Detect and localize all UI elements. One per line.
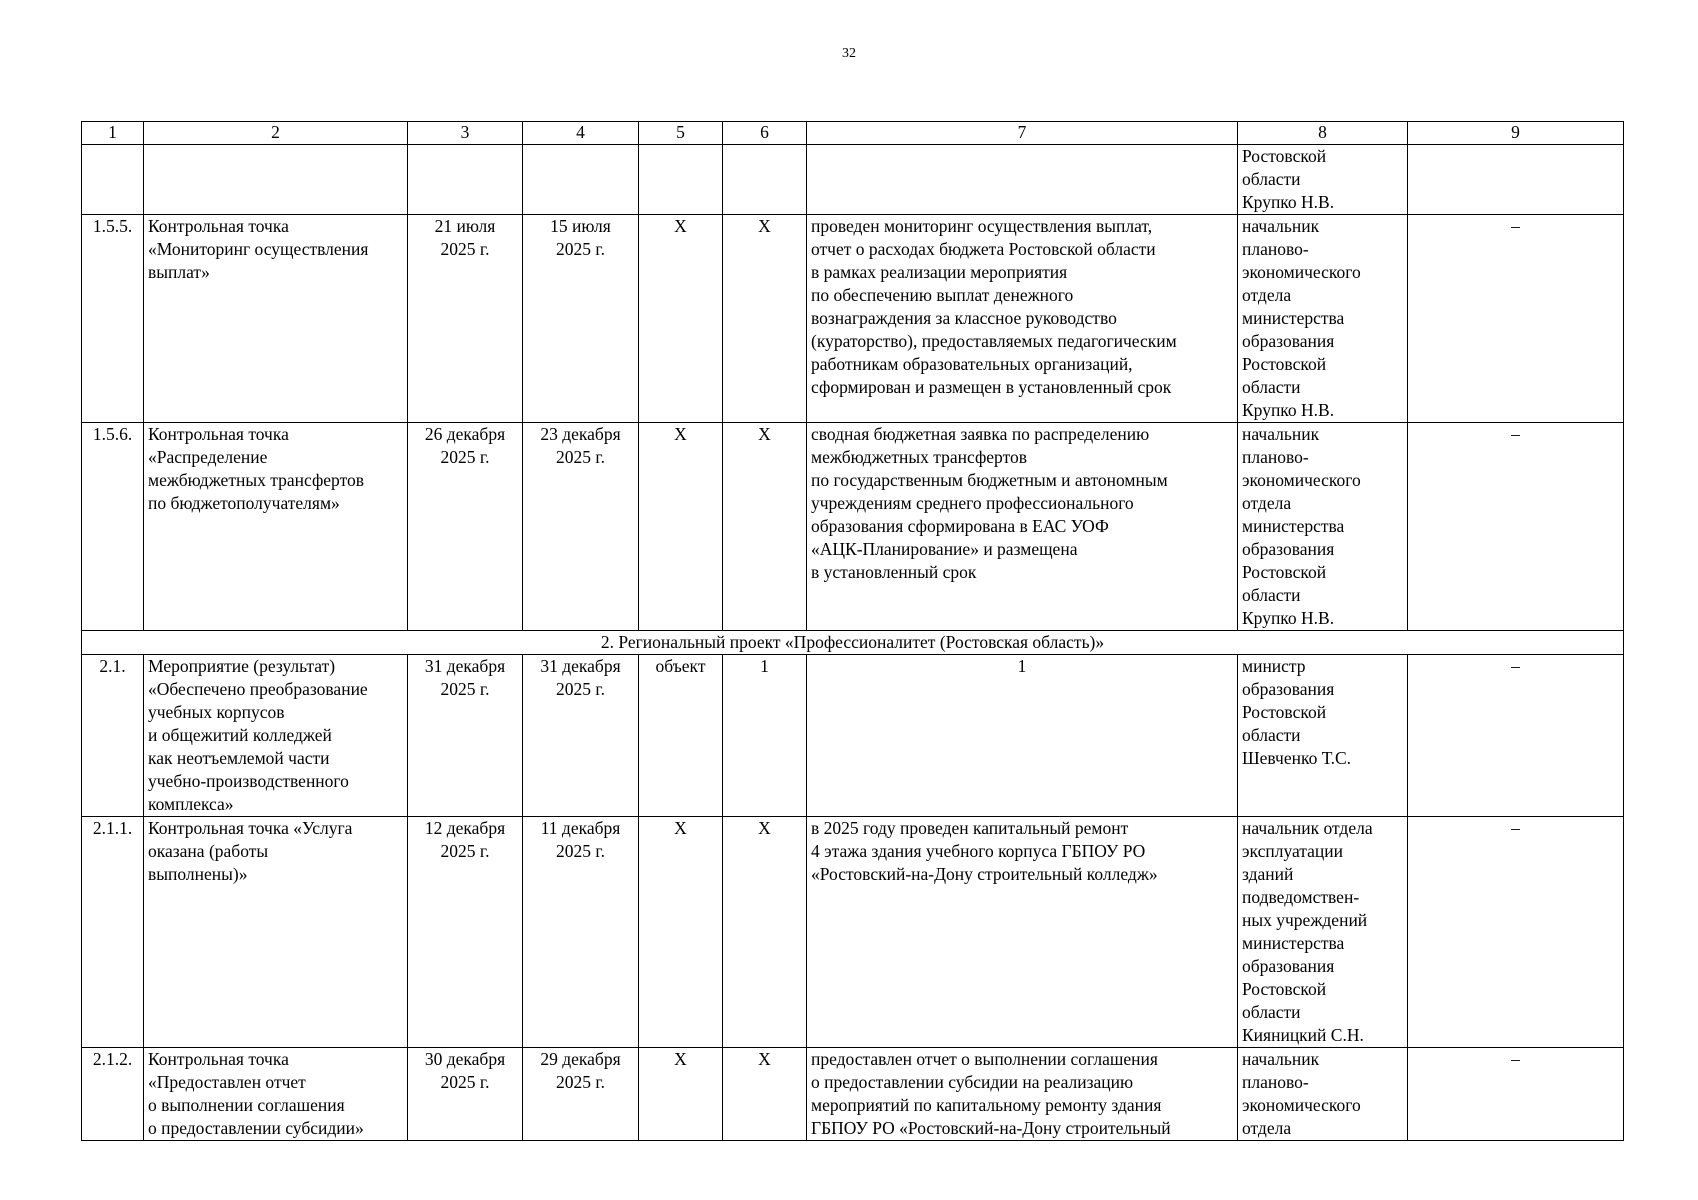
row-unit: Х: [639, 1048, 723, 1141]
report-table: [81, 121, 1624, 1141]
row-name: Контрольная точка «Предоставлен отчет о выполнении соглашения о предоставлении субсидии»: [144, 1048, 408, 1141]
row-number: 1.5.6.: [82, 423, 144, 631]
row-result: в 2025 году проведен капитальный ремонт 4 этажа здания учебного корпуса ГБПОУ РО «Ростовский-на-Дону строительный колледж»: [807, 817, 1238, 1048]
column-header: 8: [1238, 122, 1408, 145]
column-header: 9: [1408, 122, 1624, 145]
row-responsible: начальник отдела эксплуатации зданий подведомствен- ных учреждений министерства образования Ростовской области Кияницкий С.Н.: [1238, 817, 1408, 1048]
section-title: 2. Региональный проект «Профессионалитет (Ростовская область)»: [82, 631, 1624, 655]
row-name: Контрольная точка «Мониторинг осуществления выплат»: [144, 215, 408, 423]
row-value: Х: [723, 423, 807, 631]
row-unit: [639, 145, 723, 215]
table-row: [82, 655, 1624, 817]
row-note: [1408, 145, 1624, 215]
column-header: 7: [807, 122, 1238, 145]
row-result: проведен мониторинг осуществления выплат, отчет о расходах бюджета Ростовской области в рамках реализации мероприятия по обеспечению выплат денежного вознаграждения за классное руководство (кураторство), предоставляемых педагогическим работникам образовательных организаций, сформирован и размещен в установленный срок: [807, 215, 1238, 423]
section-row: [82, 631, 1624, 655]
row-unit: объект: [639, 655, 723, 817]
row-unit: Х: [639, 423, 723, 631]
row-value: Х: [723, 1048, 807, 1141]
table-row: [82, 423, 1624, 631]
row-fact-date: 15 июля 2025 г.: [523, 215, 639, 423]
row-result: [807, 145, 1238, 215]
row-unit: Х: [639, 215, 723, 423]
row-fact-date: 23 декабря 2025 г.: [523, 423, 639, 631]
column-header: 1: [82, 122, 144, 145]
row-name: Мероприятие (результат) «Обеспечено преобразование учебных корпусов и общежитий колледжей как неотъемлемой части учебно-производственного комплекса»: [144, 655, 408, 817]
row-plan-date: 26 декабря 2025 г.: [408, 423, 523, 631]
row-responsible: начальник планово- экономического отдела: [1238, 1048, 1408, 1141]
column-header: 2: [144, 122, 408, 145]
column-header: 4: [523, 122, 639, 145]
row-plan-date: [408, 145, 523, 215]
row-responsible: Ростовской области Крупко Н.В.: [1238, 145, 1408, 215]
row-result: сводная бюджетная заявка по распределению межбюджетных трансфертов по государственным бюджетным и автономным учреждениям среднего профессионального образования сформирована в ЕАС УОФ «АЦК-Планирование» и размещена в установленный срок: [807, 423, 1238, 631]
row-number: 2.1.2.: [82, 1048, 144, 1141]
row-note: –: [1408, 215, 1624, 423]
row-responsible: начальник планово- экономического отдела министерства образования Ростовской области Крупко Н.В.: [1238, 215, 1408, 423]
row-number: 2.1.1.: [82, 817, 144, 1048]
row-fact-date: 11 декабря 2025 г.: [523, 817, 639, 1048]
table-row: [82, 1048, 1624, 1141]
column-header: 5: [639, 122, 723, 145]
row-unit: Х: [639, 817, 723, 1048]
row-fact-date: 29 декабря 2025 г.: [523, 1048, 639, 1141]
row-plan-date: 30 декабря 2025 г.: [408, 1048, 523, 1141]
row-plan-date: 12 декабря 2025 г.: [408, 817, 523, 1048]
row-note: –: [1408, 423, 1624, 631]
table-header-row: [82, 122, 1624, 145]
row-plan-date: 21 июля 2025 г.: [408, 215, 523, 423]
row-value: Х: [723, 215, 807, 423]
table-row: [82, 145, 1624, 215]
row-responsible: начальник планово- экономического отдела министерства образования Ростовской области Крупко Н.В.: [1238, 423, 1408, 631]
row-result: предоставлен отчет о выполнении соглашения о предоставлении субсидии на реализацию мероприятий по капитальному ремонту здания ГБПОУ РО «Ростовский-на-Дону строительный: [807, 1048, 1238, 1141]
table-row: [82, 817, 1624, 1048]
row-number: 2.1.: [82, 655, 144, 817]
row-note: –: [1408, 655, 1624, 817]
row-number: [82, 145, 144, 215]
row-value: Х: [723, 817, 807, 1048]
row-note: –: [1408, 1048, 1624, 1141]
row-responsible: министр образования Ростовской области Шевченко Т.С.: [1238, 655, 1408, 817]
row-number: 1.5.5.: [82, 215, 144, 423]
page-number: 32: [842, 46, 856, 61]
row-name: Контрольная точка «Услуга оказана (работы выполнены)»: [144, 817, 408, 1048]
column-header: 3: [408, 122, 523, 145]
row-fact-date: 31 декабря 2025 г.: [523, 655, 639, 817]
row-note: –: [1408, 817, 1624, 1048]
row-value: [723, 145, 807, 215]
table-row: [82, 215, 1624, 423]
column-header: 6: [723, 122, 807, 145]
row-result: 1: [807, 655, 1238, 817]
row-value: 1: [723, 655, 807, 817]
row-fact-date: [523, 145, 639, 215]
row-plan-date: 31 декабря 2025 г.: [408, 655, 523, 817]
row-name: Контрольная точка «Распределение межбюджетных трансфертов по бюджетополучателям»: [144, 423, 408, 631]
row-name: [144, 145, 408, 215]
